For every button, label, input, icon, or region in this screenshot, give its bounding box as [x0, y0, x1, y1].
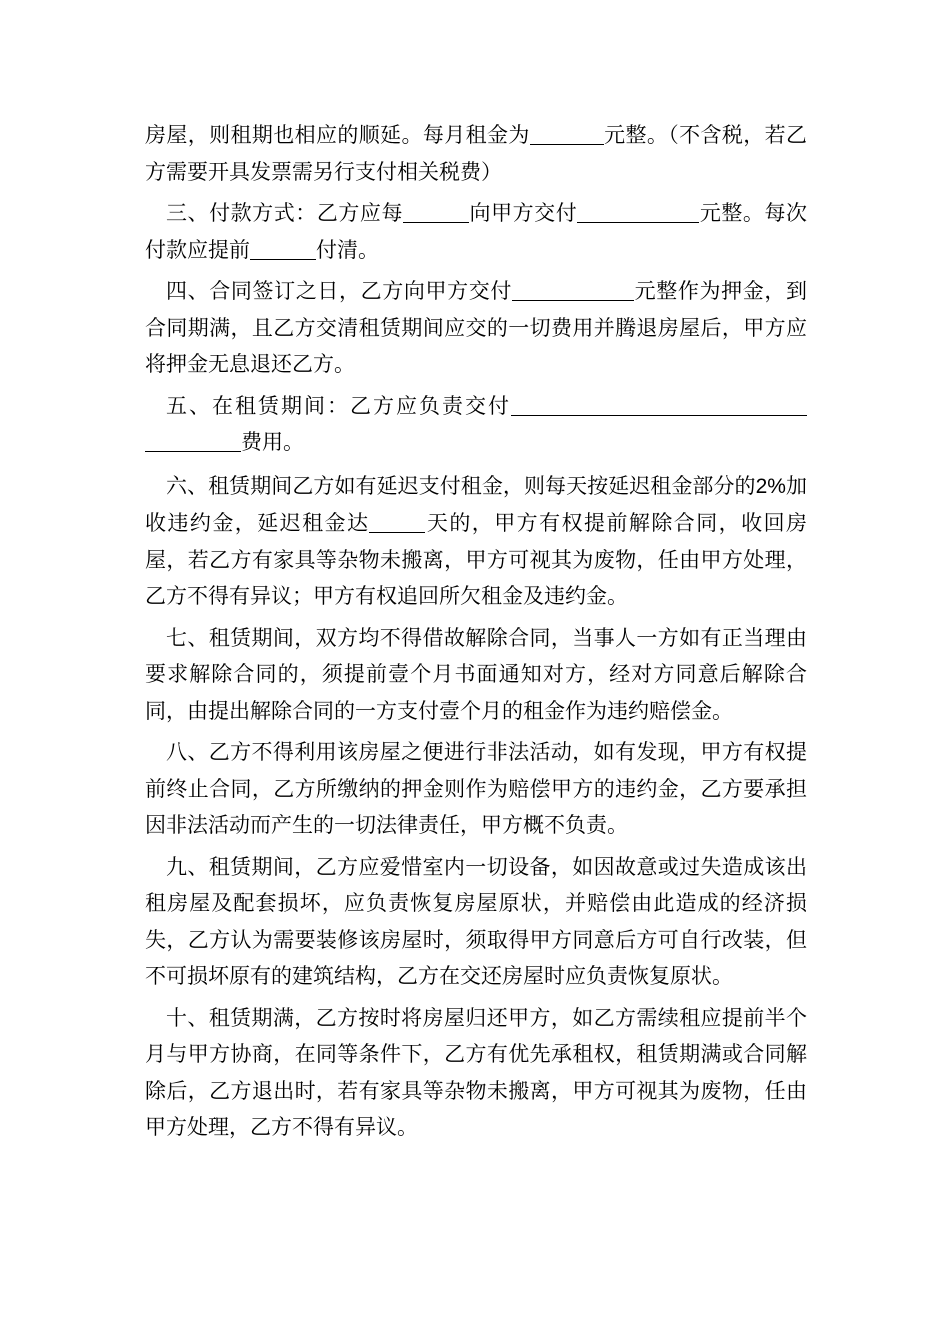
clause-6-text-2: 加收违约金，延迟租金达: [145, 473, 808, 535]
clause-5-text-2: 费用。: [241, 430, 304, 454]
late-days-blank[interactable]: [369, 511, 425, 533]
clause-3-payment-method: [145, 195, 807, 268]
clause-7-termination: 七、租赁期间，双方均不得借故解除合同，当事人一方如有正当理由要求解除合同的，须提前壹个月书面通知对方，经对方同意后解除合同，由提出解除合同的一方支付壹个月的租金作为违约赔偿金。: [145, 625, 807, 723]
payment-amount-blank[interactable]: [577, 201, 699, 223]
clause-6-text-1: 六、租赁期间乙方如有延迟支付租金，则每天按延迟租金部分的: [166, 473, 756, 498]
clause-3-text-3: 元整。每次付款应提前: [145, 201, 808, 262]
fees-blank-line-2[interactable]: [145, 430, 241, 452]
penalty-rate: 2%: [755, 474, 786, 498]
fees-blank-line-1[interactable]: [511, 394, 807, 416]
clause-3-text-1: 三、付款方式：乙方应每: [166, 201, 403, 225]
monthly-rent-blank[interactable]: [530, 123, 604, 145]
clause-4-text-2: 元整作为押金，到合同期满，且乙方交清租赁期间应交的一切费用并腾退房屋后，甲方应将押金无息退还乙方。: [145, 279, 807, 376]
clause-5-fees: [145, 388, 807, 461]
rent-text-2: 元整。（不含税，若乙方需要开具发票需另行支付相关税费）: [145, 123, 807, 184]
clause-5-text-1: 五、在租赁期间：乙方应负责交付: [166, 393, 511, 418]
clause-4-text-1: 四、合同签订之日，乙方向甲方交付: [166, 279, 512, 303]
clause-9-equipment: 九、租赁期间，乙方应爱惜室内一切设备，如因故意或过失造成该出租房屋及配套损坏，应负责恢复房屋原状，并赔偿由此造成的经济损失，乙方认为需要装修该房屋时，须取得甲方同意后方可自行改装，但不可损坏原有的建筑结构，乙方在交还房屋时应负责恢复原状。: [145, 854, 807, 988]
rent-text-1: 房屋，则租期也相应的顺延。每月租金为: [145, 123, 530, 147]
paragraph-rent-continuation: [145, 117, 807, 190]
clause-8-illegal-activity: 八、乙方不得利用该房屋之便进行非法活动，如有发现，甲方有权提前终止合同，乙方所缴纳的押金则作为赔偿甲方的违约金，乙方要承担因非法活动而产生的一切法律责任，甲方概不负责。: [145, 740, 807, 837]
clause-6-late-payment: [145, 468, 807, 615]
clause-3-text-2: 向甲方交付: [469, 201, 578, 225]
payment-period-blank[interactable]: [403, 201, 469, 223]
contract-page: [145, 117, 807, 1146]
deposit-amount-blank[interactable]: [512, 279, 634, 301]
clause-10-lease-expiry: 十、租赁期满，乙方按时将房屋归还甲方，如乙方需续租应提前半个月与甲方协商，在同等条件下，乙方有优先承租权，租赁期满或合同解除后，乙方退出时，若有家具等杂物未搬离，甲方可视其为废物，任由甲方处理，乙方不得有异议。: [145, 1005, 807, 1139]
payment-advance-blank[interactable]: [250, 238, 316, 260]
clause-4-deposit: [145, 273, 807, 383]
clause-6-text-3: 天的，甲方有权提前解除合同，收回房屋，若乙方有家具等杂物未搬离，甲方可视其为废物，任由甲方处理，乙方不得有异议；甲方有权追回所欠租金及违约金。: [145, 511, 808, 608]
clause-3-text-4: 付清。: [316, 237, 379, 262]
